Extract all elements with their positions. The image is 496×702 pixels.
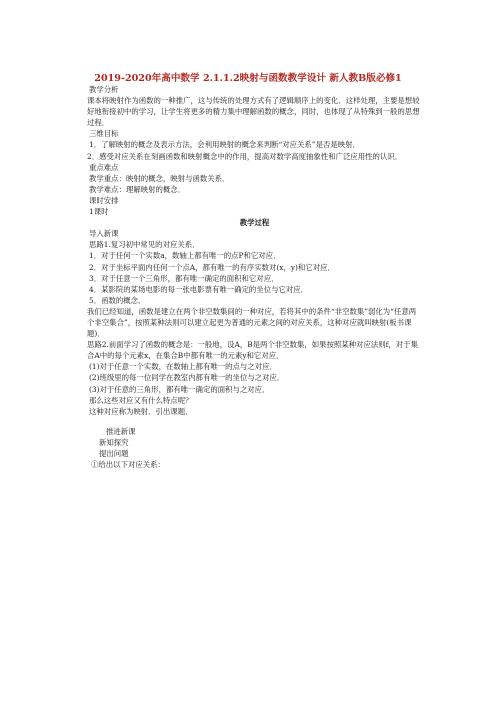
- goal-item-1: 1．了解映射的概念及表示方法，会利用映射的概念来判断“对应关系”是否是映射．: [89, 140, 360, 150]
- intro-idea-2-item: (2)班级里的每一位同学在教室内都有唯一的坐位与之对应．: [89, 373, 285, 383]
- section-heading-analysis: 教学分析: [89, 85, 119, 94]
- intro-idea-2-item: (3)对于任意的三角形，都有唯一确定的面积与之对应．: [89, 384, 270, 394]
- schedule-value: 1课时: [89, 207, 109, 217]
- intro-conclusion: 这种对应称为映射．引出课题．: [89, 406, 193, 416]
- intro-idea-1-item: 1．对于任何一个实数a，数轴上都有唯一的点P和它对应．: [89, 251, 281, 261]
- advance-heading: 推进新课: [106, 426, 136, 436]
- intro-idea-1-item: 3．对于任意一个三角形，都有唯一确定的面积和它对应．: [89, 273, 279, 283]
- advance-sub-item: ①给出以下对应关系：: [91, 460, 165, 470]
- intro-idea-1-item: 2．对于坐标平面内任何一个点A，都有唯一的有序实数对(x，y)和它对应．: [89, 262, 335, 272]
- intro-idea-1-paragraph: 我们已经知道，函数是建立在两个非空数集间的一种对应，若将其中的条件“非空数集”弱化为“任意两个非空集合”，按照某种法则可以建立起更为普通的元素之间的对应关系，这种对应就叫映射(板书课题)．: [87, 306, 417, 339]
- focus-key: 教学重点：映射的概念，映射与函数关系．: [89, 173, 230, 183]
- intro-idea-1-item: 5．函数的概念．: [89, 295, 146, 305]
- section-heading-goals: 三维目标: [89, 129, 119, 139]
- advance-sub-question: 提出问题: [99, 449, 129, 458]
- intro-idea-1-item: 4．某影院的某场电影的每一张电影票有唯一确定的坐位与它对应．: [89, 284, 309, 294]
- intro-idea-2-item: (1)对于任意一个实数，在数轴上都有唯一的点与之对应．: [89, 362, 277, 372]
- goal-item-2: 2．感受对应关系在刻画函数和映射概念中的作用，提高对数学高度抽象性和广泛应用性的认识．: [87, 151, 403, 161]
- spacer: [89, 417, 420, 426]
- intro-heading: 导入新课: [89, 229, 119, 239]
- advance-sub-explore: 新知探究: [99, 437, 129, 447]
- intro-idea-2: 思路2.前面学习了函数的概念是：一般地，设A，B是两个非空数集，如果按照某种对应法则f，对于集合A中的每个元素x，在集合B中都有唯一的元素y和它对应．: [87, 340, 418, 361]
- section-heading-focus: 重点难点: [89, 162, 119, 172]
- intro-question: 那么这些对应又有什么特点呢？: [89, 395, 193, 405]
- process-heading: 教学过程: [239, 218, 270, 228]
- focus-difficulty: 教学难点：理解映射的概念．: [89, 184, 186, 194]
- intro-idea-1: 思路1.复习初中常见的对应关系．: [89, 240, 200, 250]
- analysis-paragraph: 课本将映射作为函数的一种推广，这与传统的处理方式有了逻辑顺序上的变化．这样处理，主要是想较好地衔接初中的学习，让学生将更多的精力集中理解函数的概念，同时，也体现了从特殊到一般的思想过程．: [87, 96, 420, 128]
- section-heading-schedule: 课时安排: [89, 195, 119, 205]
- document-body: [89, 84, 420, 470]
- document-title: 2019-2020年高中数学 2.1.1.2映射与函数教学设计 新人教B版必修1: [94, 73, 402, 84]
